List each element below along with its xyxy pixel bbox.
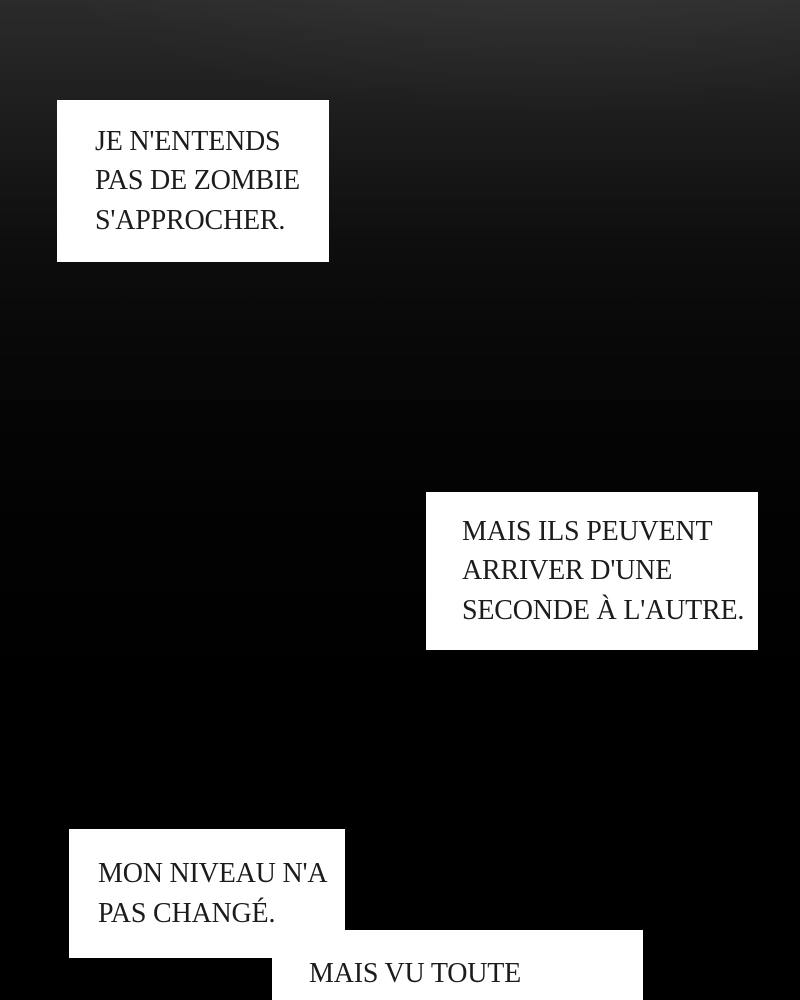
speech-bubble-2-line-3: SECONDE À L'AUTRE.: [462, 594, 745, 626]
speech-bubble-2-line-2: ARRIVER D'UNE: [462, 555, 673, 587]
speech-bubble-3-line-2: PAS CHANGÉ.: [98, 897, 276, 929]
speech-bubble-1-line-2: PAS DE ZOMBIE: [95, 165, 300, 197]
speech-bubble-3-line-1: MON NIVEAU N'A: [98, 858, 328, 889]
speech-bubble-1-line-1: JE N'ENTENDS: [95, 125, 281, 157]
speech-bubble-2-line-1: MAIS ILS PEUVENT: [462, 515, 713, 547]
speech-bubble-4-line-1: MAIS VU TOUTE: [309, 958, 522, 989]
speech-bubble-1-line-3: S'APPROCHER.: [95, 204, 286, 236]
speech-bubble-1: [57, 100, 329, 262]
speech-bubble-2: [426, 492, 758, 650]
speech-bubble-4: [272, 930, 643, 1000]
